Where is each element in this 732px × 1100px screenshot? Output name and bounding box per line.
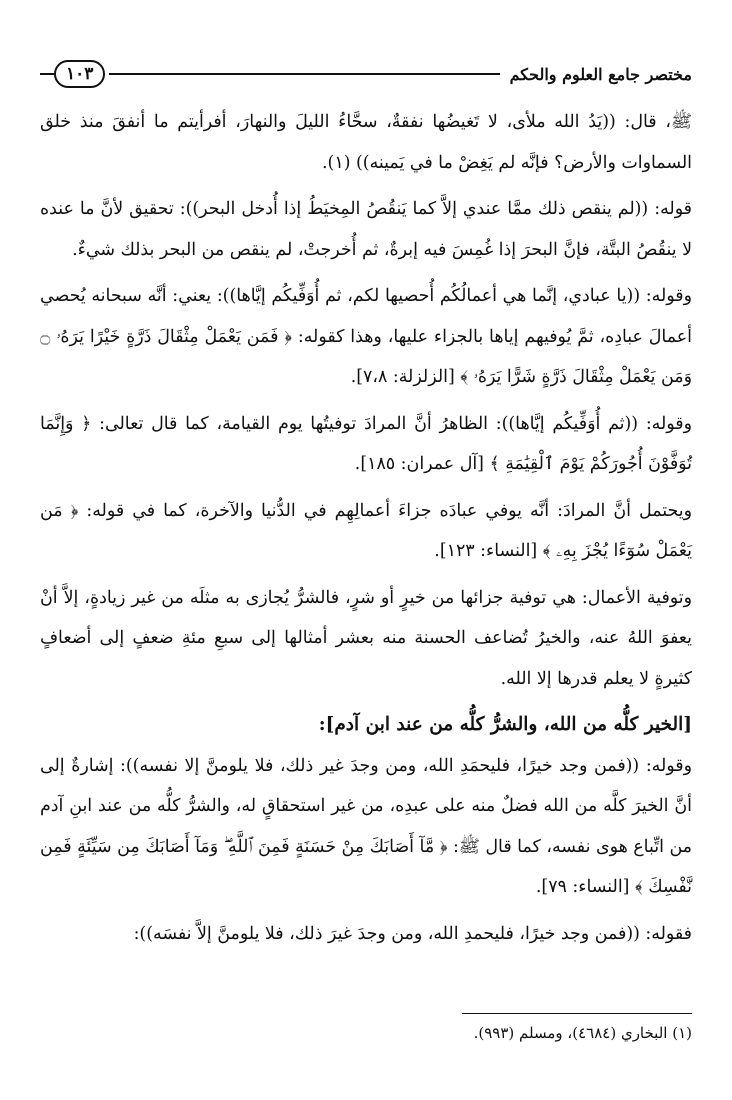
footnote: (١) البخاري (٤٦٨٤)، ومسلم (٩٩٣).	[473, 1024, 692, 1042]
page-number: ١٠٣	[54, 60, 105, 88]
running-header	[40, 52, 692, 96]
paragraph-recompense-world: ويحتمل أنَّ المرادَ: أنَّه يوفي عبادَه جزاءَ أعمالِهِم في الدُّنيا والآخرة، كما في قوله: ﴿ مَن يَعْمَلْ سُوٓءًا يُجْزَ بِهِۦ ﴾ [النساء: ١٢٣].	[40, 500, 692, 561]
paragraph-final-quote: فقوله: ((فمن وجد خيرًا، فليحمدِ الله، ومن وجدَ غيرَ ذلك، فلا يلومنَّ إلاَّ نفسَه)):	[133, 923, 692, 944]
header-rule	[109, 73, 499, 75]
header-dash	[40, 73, 54, 75]
paragraph-deeds-counted: وقوله: ((يا عبادي، إنَّما هي أعمالُكُم أُحصيها لكم، ثم أُوَفِّيكُم إيَّاها)): يعني: أنَّه سبحانه يُحصي أعمالَ عبادِه، ثمَّ يُوفيهم إياها بالجزاء عليها، وهذا كقوله: ﴿ فَمَن يَعْمَلْ مِثْقَالَ ذَرَّةٍ خَيْرًا يَرَهُۥ ۝ وَمَن يَعْمَلْ مِثْقَالَ ذَرَّةٍ شَرًّا يَرَهُۥ ﴾ [الزلزلة: ٧،٨].	[40, 286, 692, 387]
main-text	[40, 102, 692, 954]
paragraph-good-from-allah: وقوله: ((فمن وجد خيرًا، فليحمَدِ الله، ومن وجدَ غير ذلك، فلا يلومنَّ إلا نفسه)): إشارةٌ إلى أنَّ الخيرَ كلَّه من الله فضلٌ منه على عبدِه، من غير استحقاقٍ له، والشرُّ كلُّه من عند ابنِ آدم من اتِّباع هوى نفسه، كما قال ﷺ: ﴿ مَّآ أَصَابَكَ مِنْ حَسَنَةٍ فَمِنَ ٱللَّهِ ۖ وَمَآ أَصَابَكَ مِن سَيِّئَةٍ فَمِن نَّفْسِكَ ﴾ [النساء: ٧٩].	[40, 755, 692, 897]
footnote-rule	[462, 1013, 692, 1014]
paragraph-recompense-qiyama: وقوله: ((ثم أُوَفِّيكُم إيَّاها)): الظاهرُ أنَّ المرادَ توفيتُها يوم القيامة، كما قال تعالى: ﴿ وَإِنَّمَا تُوَفَّوْنَ أُجُورَكُمْ يَوْمَ ٱلْقِيَٰمَةِ ﴾ [آل عمران: ١٨٥].	[40, 413, 692, 474]
paragraph-recompense-multiplied: وتوفية الأعمال: هي توفية جزائها من خيرٍ أو شرٍ، فالشرُّ يُجازى به مثلَه من غير زيادةٍ، إلاَّ أنْ يعفوَ اللهُ عنه، والخيرُ تُضاعف الحسنة منه بعشر أمثالها إلى سبعِ مئةِ ضعفٍ إلى أضعافٍ كثيرةٍ لا يعلم قدرها إلا الله.	[40, 587, 692, 689]
page	[40, 52, 692, 954]
paragraph-hadith: ﷺ، قال: ((يَدُ الله ملأى، لا تَغيضُها نفقةٌ، سحَّاءُ الليلَ والنهارَ، أفرأيتم ما أنفقَ منذ خلق السماوات والأرض؟ فإنَّه لم يَغِضْ ما في يَمينه)) (١).	[40, 112, 692, 173]
book-title: مختصر جامع العلوم والحكم	[509, 64, 692, 84]
paragraph-needle: قوله: ((لم ينقص ذلك ممَّا عندي إلاَّ كما يَنقُصُ المِخيَطُ إذا أُدخل البحر)): تحقيق لأنَّ ما عنده لا ينقُصُ البتَّة، فإنَّ البحرَ إذا غُمِسَ فيه إبرةٌ، ثم أُخرجتْ، لم ينقص من البحر بذلك شيءٌ.	[40, 199, 692, 260]
section-heading: [الخير كلُّه من الله، والشرُّ كلُّه من عند ابن آدم]:	[318, 714, 692, 735]
